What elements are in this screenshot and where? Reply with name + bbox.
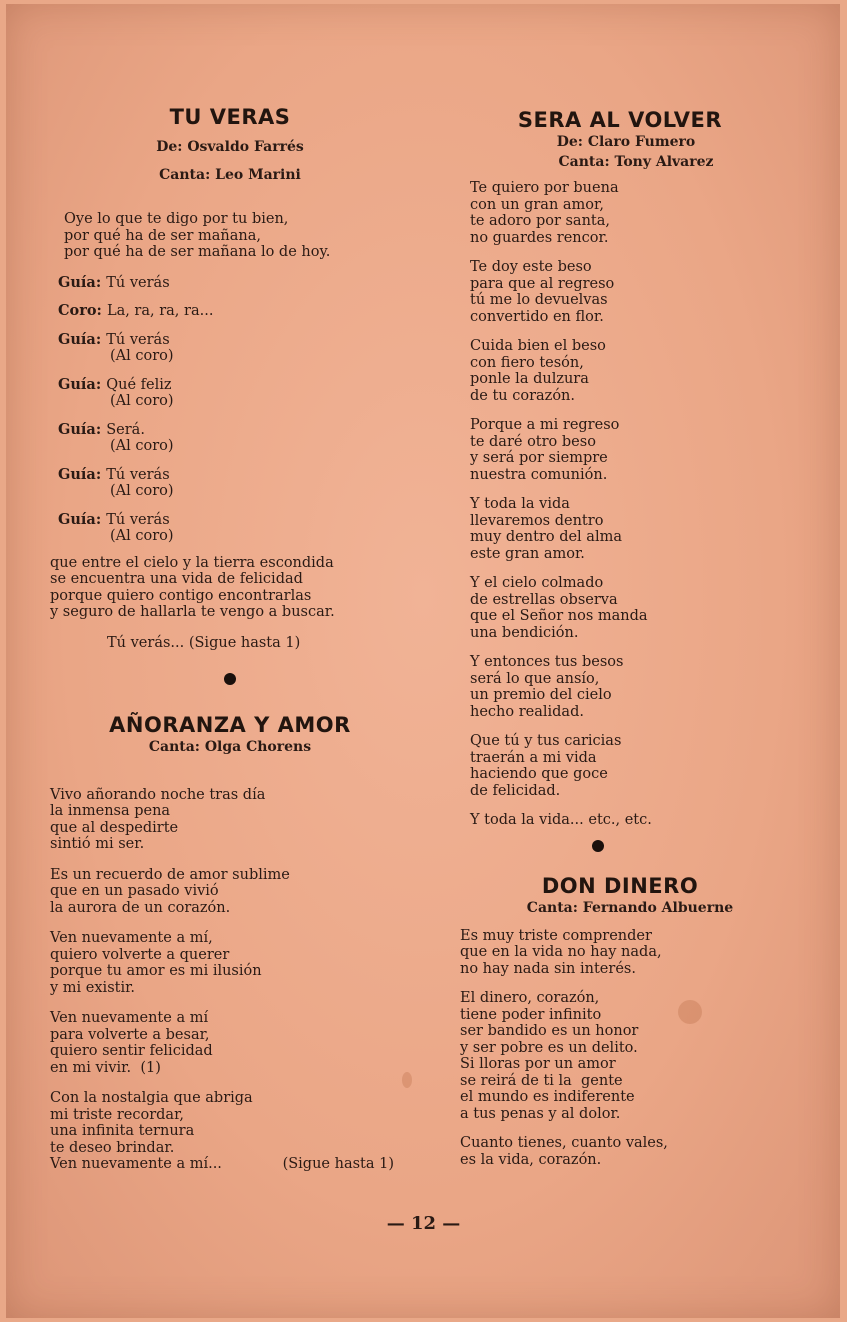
lyric-line: Es un recuerdo de amor sublime bbox=[50, 866, 290, 883]
call-text: Tú verás bbox=[106, 466, 170, 483]
lyrics-stanza bbox=[50, 211, 410, 261]
lyric-line: Que tú y tus caricias bbox=[470, 733, 622, 749]
left-column bbox=[50, 105, 410, 1172]
lyrics-stanza bbox=[470, 417, 746, 483]
call-line bbox=[58, 303, 410, 320]
lyric-line: Cuanto tienes, cuanto vales, bbox=[460, 1135, 668, 1151]
lyric-line: haciendo que goce bbox=[470, 766, 608, 782]
chorus-cue: (Al coro) bbox=[110, 528, 174, 544]
lyric-line: te deseo brindar. bbox=[50, 1139, 175, 1156]
lyric-line: convertido en flor. bbox=[470, 308, 604, 325]
lyric-line: Y toda la vida bbox=[470, 496, 570, 512]
lyric-line: ponle la dulzura bbox=[470, 371, 589, 387]
lyric-line: Vivo añorando noche tras día bbox=[50, 786, 266, 803]
lyric-line: Con la nostalgia que abriga bbox=[50, 1090, 253, 1106]
lyric-line: no guardes rencor. bbox=[470, 229, 609, 246]
lyric-line: Y entonces tus besos bbox=[470, 654, 624, 670]
section-bullet bbox=[592, 840, 604, 852]
lyric-line: que entre el cielo y la tierra escondida bbox=[50, 554, 334, 571]
call-text: Será. bbox=[106, 421, 145, 438]
lyrics-stanza bbox=[50, 555, 410, 621]
lyrics-stanza bbox=[470, 654, 746, 720]
lyric-line: te adoro por santa, bbox=[470, 213, 611, 229]
lyric-line: de estrellas observa bbox=[470, 591, 618, 608]
chorus-cue: (Al coro) bbox=[110, 393, 174, 409]
lyric-line: Ven nuevamente a mí bbox=[50, 1010, 209, 1026]
lyric-line: para que al regreso bbox=[470, 275, 615, 292]
lyric-line: Ven nuevamente a mí, bbox=[50, 930, 213, 946]
lyrics-stanza bbox=[50, 930, 410, 996]
lyric-line: y ser pobre es un delito. bbox=[460, 1039, 638, 1056]
lyric-line: con un gran amor, bbox=[470, 196, 604, 213]
lyric-line: a tus penas y al dolor. bbox=[460, 1105, 621, 1122]
lyric-line: Te quiero por buena bbox=[470, 180, 619, 196]
call-line bbox=[58, 422, 410, 455]
section-bullet bbox=[224, 673, 236, 685]
call-text: Tú verás bbox=[106, 274, 170, 291]
lyric-line: quiero volverte a querer bbox=[50, 946, 230, 963]
speaker-label: Guía: bbox=[58, 330, 107, 348]
lyric-line: sintió mi ser. bbox=[50, 836, 145, 852]
call-line bbox=[58, 467, 410, 500]
song-ending: Tú verás... (Sigue hasta 1) bbox=[107, 634, 301, 651]
song-title: TU VERAS bbox=[169, 105, 291, 129]
lyric-line: Si lloras por un amor bbox=[460, 1056, 616, 1072]
lyric-line: es la vida, corazón. bbox=[460, 1151, 602, 1168]
lyric-line: en mi vivir. (1) bbox=[50, 1059, 161, 1076]
song-singer: Canta: Fernando Albuerne bbox=[526, 899, 734, 916]
lyric-line: que el Señor nos manda bbox=[470, 608, 648, 624]
lyric-line: tú me lo devuelvas bbox=[470, 292, 608, 308]
call-line bbox=[58, 377, 410, 410]
lyric-line: un premio del cielo bbox=[470, 687, 612, 703]
lyric-line: se reirá de ti la gente bbox=[460, 1072, 623, 1089]
lyric-line: con fiero tesón, bbox=[470, 354, 584, 371]
lyrics-stanza bbox=[460, 928, 746, 978]
speaker-label: Guía: bbox=[58, 510, 107, 528]
lyric-line: no hay nada sin interés. bbox=[460, 960, 636, 977]
lyric-line: mi triste recordar, bbox=[50, 1106, 185, 1123]
lyric-line: y mi existir. bbox=[50, 979, 136, 996]
lyric-line: para volverte a besar, bbox=[50, 1026, 210, 1043]
lyrics-stanza bbox=[50, 1010, 410, 1076]
chorus-cue: (Al coro) bbox=[110, 483, 174, 499]
call-line bbox=[58, 512, 410, 545]
song-singer: Canta: Olga Chorens bbox=[148, 738, 312, 755]
lyric-line: se encuentra una vida de felicidad bbox=[50, 571, 303, 587]
lyric-line: la aurora de un corazón. bbox=[50, 899, 231, 916]
lyric-line: de felicidad. bbox=[470, 782, 561, 799]
lyric-line: y será por siempre bbox=[470, 450, 608, 466]
call-text: Qué feliz bbox=[106, 376, 172, 393]
lyric-line: hecho realidad. bbox=[470, 703, 584, 720]
lyrics-stanza bbox=[50, 1090, 410, 1156]
lyric-line: por qué ha de ser mañana, bbox=[64, 227, 261, 244]
lyric-line: llevaremos dentro bbox=[470, 512, 604, 529]
lyrics-stanza bbox=[470, 812, 746, 829]
call-text: Tú verás bbox=[106, 511, 170, 528]
lyric-line: que en la vida no hay nada, bbox=[460, 944, 662, 960]
song-title: SERA AL VOLVER bbox=[517, 108, 723, 132]
lyrics-block bbox=[456, 180, 746, 829]
lyrics-stanza bbox=[470, 575, 746, 641]
speaker-label: Guía: bbox=[58, 465, 107, 483]
lyric-line: nuestra comunión. bbox=[470, 466, 608, 483]
lyric-line: y seguro de hallarla te vengo a buscar. bbox=[50, 604, 335, 620]
call-line bbox=[58, 332, 410, 365]
lyrics-stanza bbox=[50, 867, 410, 917]
speaker-label: Guía: bbox=[58, 420, 107, 438]
lyric-line: porque quiero contigo encontrarlas bbox=[50, 587, 312, 604]
song-title: DON DINERO bbox=[541, 873, 699, 898]
lyric-line: muy dentro del alma bbox=[470, 529, 622, 545]
lyric-line: Es muy triste comprender bbox=[460, 927, 652, 944]
lyrics-stanza bbox=[460, 1135, 746, 1168]
lyrics-stanza bbox=[50, 787, 410, 853]
song-singer: Canta: Leo Marini bbox=[159, 167, 301, 183]
song-last-line-row bbox=[50, 1156, 394, 1172]
lyric-line: Cuida bien el beso bbox=[470, 338, 606, 354]
call-text: Tú verás bbox=[106, 331, 170, 348]
lyric-line: ser bandido es un honor bbox=[460, 1023, 639, 1039]
lyric-line: quiero sentir felicidad bbox=[50, 1043, 213, 1059]
lyric-line: por qué ha de ser mañana lo de hoy. bbox=[64, 244, 331, 260]
lyric-line: será lo que ansío, bbox=[470, 670, 600, 687]
call-response-block bbox=[50, 275, 410, 545]
lyric-line: que en un pasado vivió bbox=[50, 883, 219, 899]
lyric-line: Oye lo que te digo por tu bien, bbox=[64, 211, 289, 227]
lyrics-block bbox=[50, 787, 410, 1157]
lyric-line: traerán a mi vida bbox=[470, 749, 597, 766]
song-author: De: Osvaldo Farrés bbox=[156, 139, 304, 155]
lyric-line: te daré otro beso bbox=[470, 433, 596, 450]
chorus-cue: (Al coro) bbox=[110, 348, 174, 364]
page-number: — 12 — bbox=[386, 1213, 461, 1234]
lyrics-stanza bbox=[460, 990, 746, 1122]
song-title: AÑORANZA Y AMOR bbox=[109, 712, 351, 737]
song-singer: Canta: Tony Alvarez bbox=[558, 154, 714, 170]
lyrics-stanza bbox=[470, 496, 746, 562]
speaker-label: Guía: bbox=[58, 375, 107, 393]
lyric-line: tiene poder infinito bbox=[460, 1006, 602, 1023]
lyric-line: Y toda la vida... etc., etc. bbox=[470, 812, 652, 828]
lyric-line: de tu corazón. bbox=[470, 387, 575, 404]
call-text: La, ra, ra, ra... bbox=[106, 303, 214, 319]
repeat-note: (Sigue hasta 1) bbox=[282, 1156, 394, 1172]
lyrics-block bbox=[456, 928, 746, 1169]
lyric-line: El dinero, corazón, bbox=[460, 990, 600, 1006]
lyric-line: una bendición. bbox=[470, 624, 579, 641]
lyrics-stanza bbox=[470, 259, 746, 325]
lyric-line: porque tu amor es mi ilusión bbox=[50, 963, 262, 979]
call-line bbox=[58, 275, 410, 292]
speaker-label: Coro: bbox=[58, 302, 107, 319]
lyric-line: el mundo es indiferente bbox=[460, 1089, 635, 1105]
right-column bbox=[456, 108, 746, 1181]
lyric-line: este gran amor. bbox=[470, 545, 585, 562]
lyric-line: Te doy este beso bbox=[470, 259, 592, 275]
lyric-line: que al despedirte bbox=[50, 819, 179, 836]
lyric-line: una infinita ternura bbox=[50, 1123, 195, 1139]
lyric-line: Porque a mi regreso bbox=[470, 417, 620, 433]
lyrics-stanza bbox=[470, 733, 746, 799]
lyrics-stanza bbox=[470, 180, 746, 246]
speaker-label: Guía: bbox=[58, 273, 107, 291]
last-line: Ven nuevamente a mí... bbox=[50, 1156, 222, 1172]
lyric-line: Y el cielo colmado bbox=[470, 575, 604, 591]
lyrics-stanza bbox=[470, 338, 746, 404]
song-author: De: Claro Fumero bbox=[556, 134, 696, 150]
lyric-line: la inmensa pena bbox=[50, 803, 171, 819]
chorus-cue: (Al coro) bbox=[110, 438, 174, 454]
